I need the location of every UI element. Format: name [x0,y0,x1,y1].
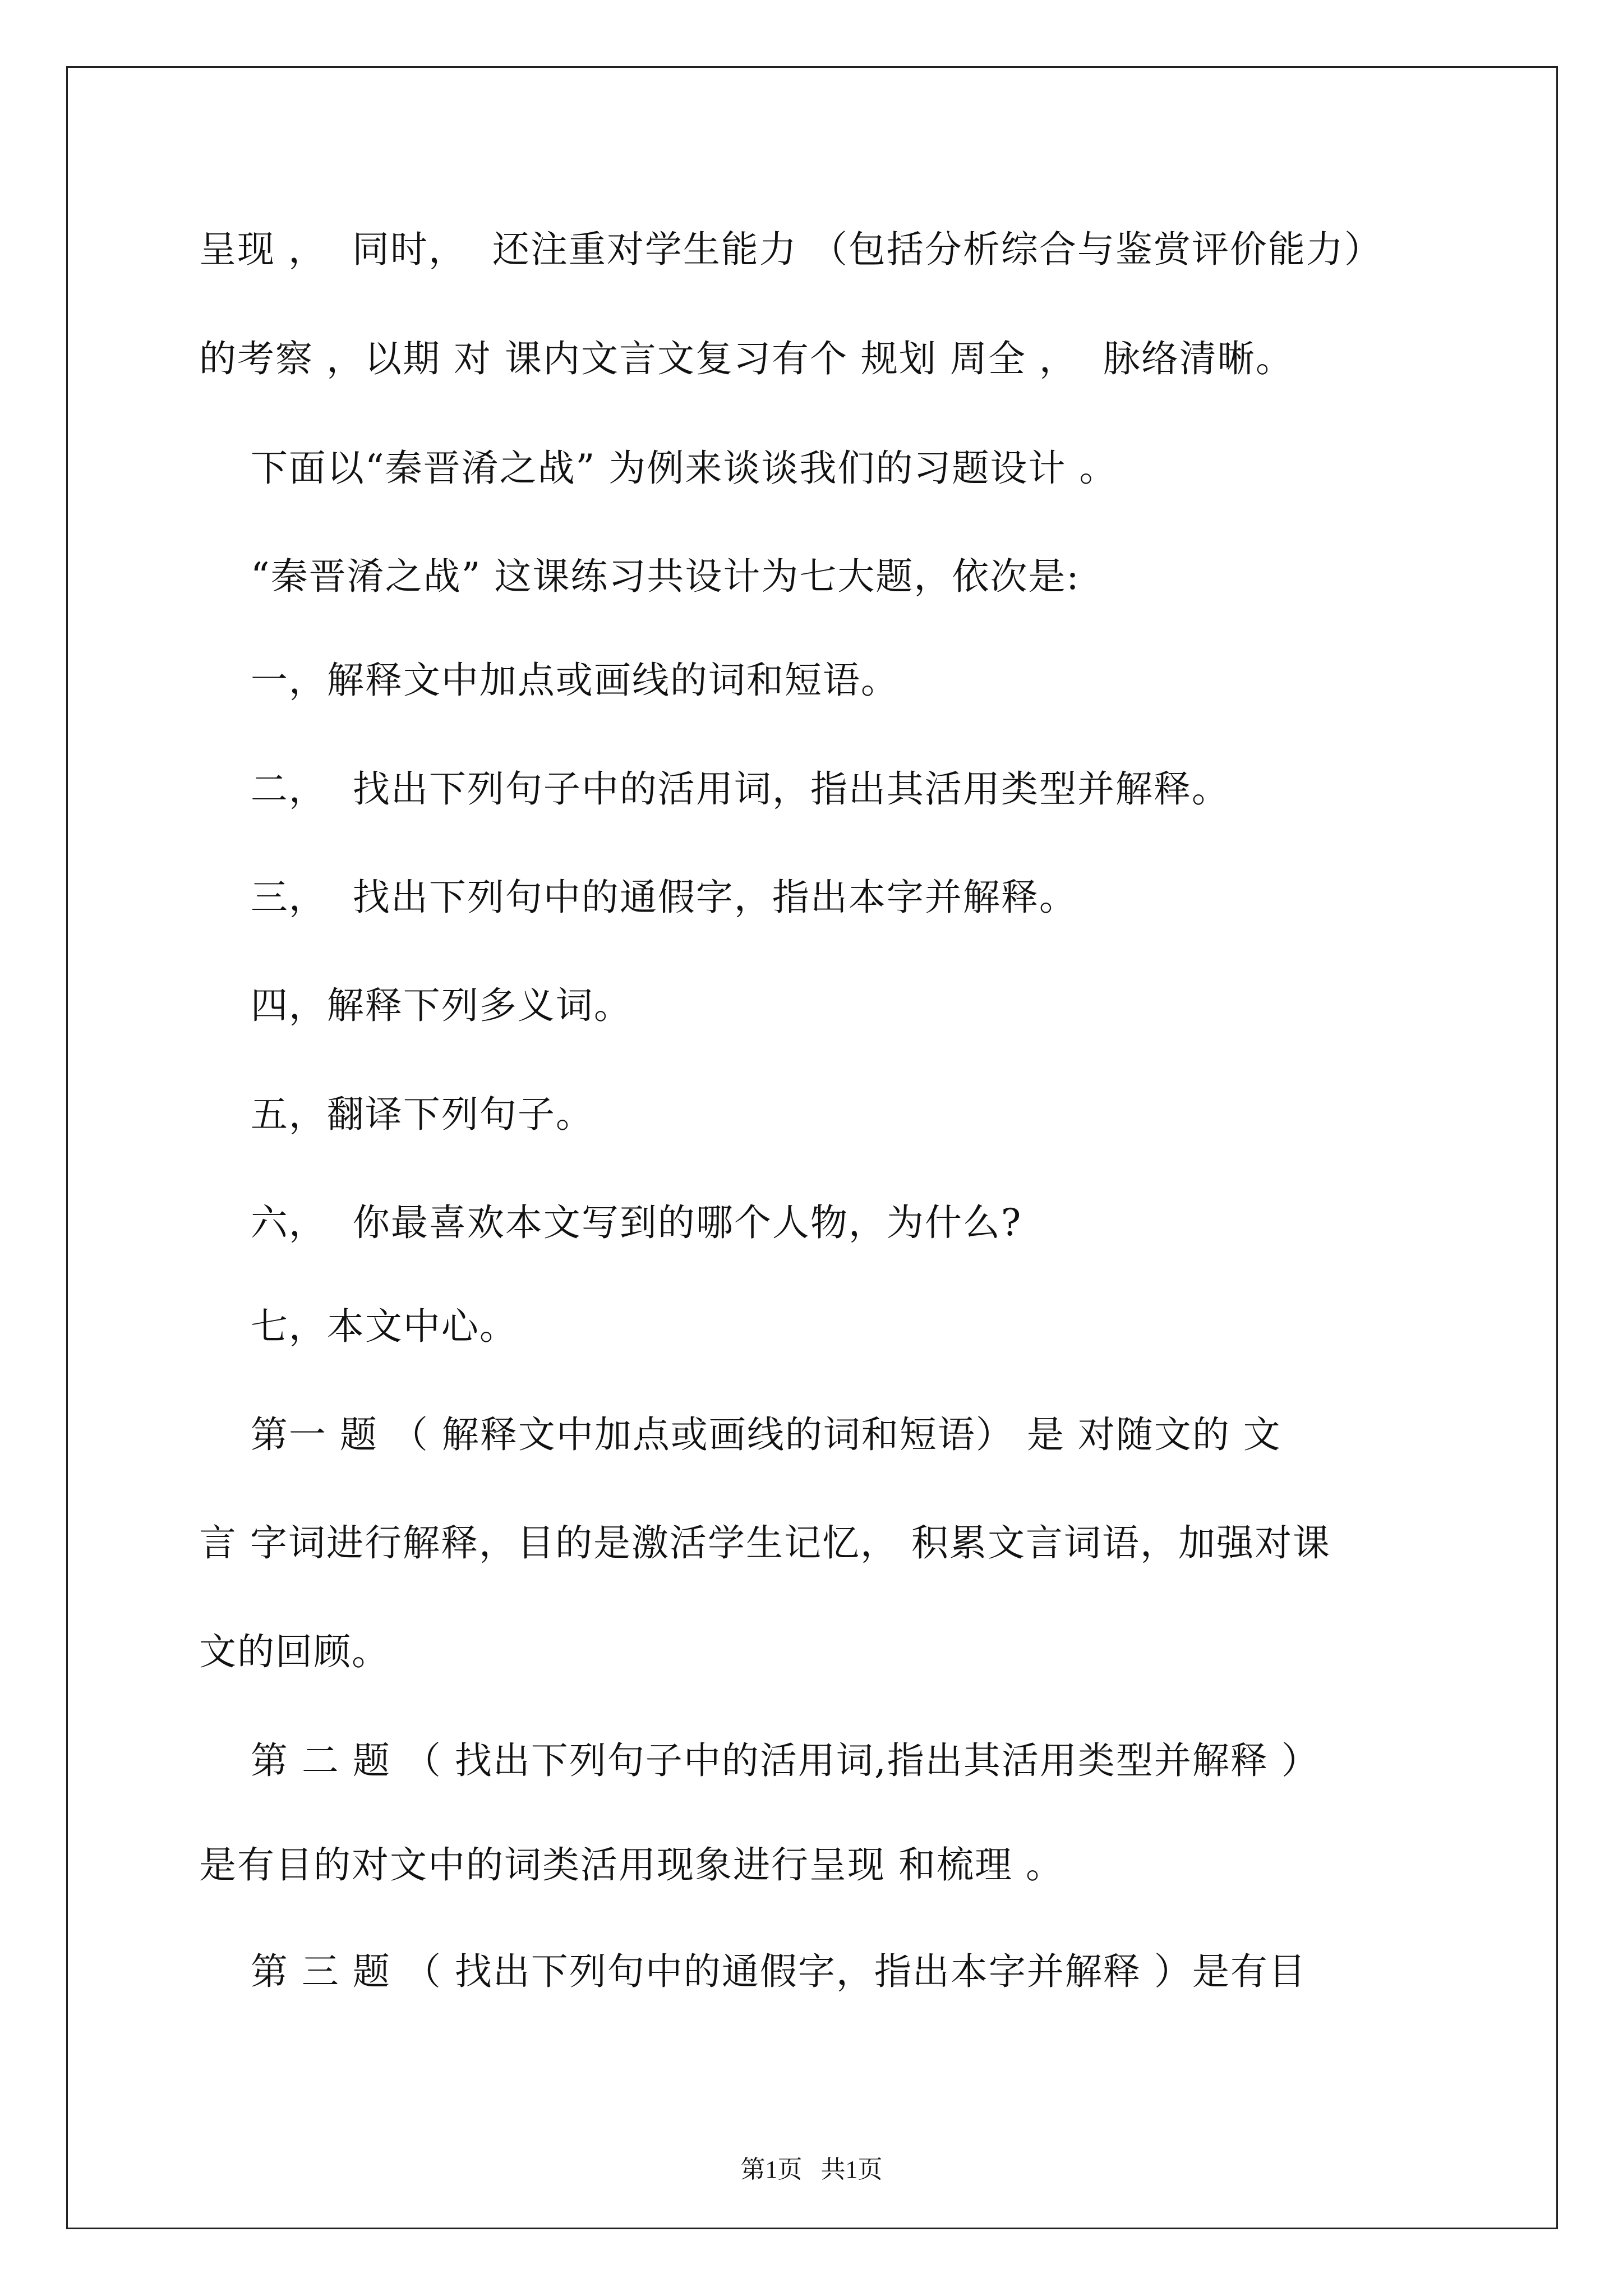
text-line: 一，解释文中加点或画线的词和短语。 [199,659,899,702]
page-border [66,66,1558,2229]
text-line: 是有目的对文中的词类活用现象进行呈现 和梳理 。 [199,1843,1064,1887]
text-line: 呈现 ， 同时， 还注重对学生能力 （包括分析综合与鉴赏评价能力） [199,228,1382,271]
text-line: 四，解释下列多义词。 [199,984,632,1027]
text-line: 言 字词进行解释，目的是激活学生记忆， 积累文言词语，加强对课 [199,1521,1331,1565]
text-line: 二， 找出下列句子中的活用词，指出其活用类型并解释。 [199,767,1230,811]
text-line: 第 二 题 （ 找出下列句子中的活用词,指出其活用类型并解释 ） [199,1739,1320,1782]
page-footer: 第1页 共1页 [740,2156,883,2183]
text-line: 的考察 ，以期 对 课内文言文复习有个 规划 周全 ， 脉络清晰。 [199,337,1294,380]
text-line: 第 三 题 （ 找出下列句中的通假字，指出本字并解释 ）是有目 [199,1950,1307,1993]
text-line: 文的回顾。 [199,1630,390,1673]
text-line: 第一 题 （ 解释文中加点或画线的词和短语） 是 对随文的 文 [199,1413,1281,1456]
text-line: 六， 你最喜欢本文写到的哪个人物，为什么? [199,1201,1022,1244]
text-line: 五，翻译下列句子。 [199,1093,594,1136]
text-line: “秦晋淆之战” 这课练习共设计为七大题，依次是: [199,555,1080,598]
text-line: 三， 找出下列句中的通假字，指出本字并解释。 [199,876,1077,919]
text-line: 下面以“秦晋淆之战” 为例来谈谈我们的习题设计 。 [199,447,1118,490]
text-line: 七，本文中心。 [199,1305,518,1348]
